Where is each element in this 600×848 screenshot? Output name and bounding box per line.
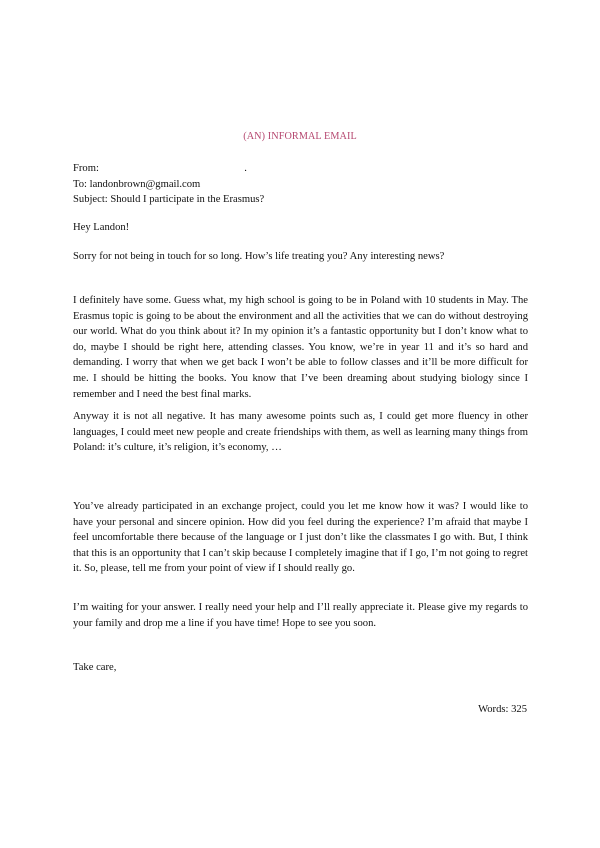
paragraph-intro: Sorry for not being in touch for so long. How’s life treating you? Any interesting news? (73, 251, 445, 262)
paragraph-closing: I’m waiting for your answer. I really need your help and I’ll really appreciate it. Please give my regards to your family and drop me a line if you have time! Hope to see you soon. (73, 602, 528, 629)
paragraph-news: I definitely have some. Guess what, my high school is going to be in Poland with 10 students in May. The Erasmus topic is going to be about the environment and all the activities that we can do without destroying our world. What do you think about it? In my opinion it’s a fantastic opportunity but I don’t know what to do, maybe I should be right here, attending classes. You know, we’re in year 11 and it’s so hard and demanding. I worry that when we get back I won’t be able to follow classes and it’ll be more difficult for me. I should be hitting the books. You know that I’ve been dreaming about studying biology since I remember and I need the best final marks. (73, 295, 528, 400)
subject-line: Subject: Should I participate in the Erasmus? (73, 194, 265, 205)
greeting: Hey Landon! (73, 222, 130, 233)
paragraph-positives: Anyway it is not all negative. It has many awesome points such as, I could get more fluency in other languages, I could meet new people and create friendships with them, as well as learning many things from Poland: it’s culture, it’s religion, it’s economy, … (73, 411, 528, 454)
paragraph-request: You’ve already participated in an exchange project, could you let me know how it was? I would like to have your personal and sincere opinion. How did you feel during the experience? I’m afraid that maybe I feel uncomfortable there because of the language or I just don’t like the classmates I go with. But, I think that this is an opportunity that I can’t skip because I completely imagine that if I go, I’m not going to regret it. So, please, tell me from your point of view if I should really go. (73, 501, 528, 575)
email-header (73, 161, 264, 208)
to-line: To: landonbrown@gmail.com (73, 178, 201, 190)
from-line (73, 161, 264, 177)
document-title: (AN) INFORMAL EMAIL (243, 131, 357, 142)
word-count: Words: 325 (478, 704, 527, 715)
sign-off: Take care, (73, 662, 117, 673)
from-label: From: (73, 163, 99, 174)
from-trailing-dot: . (244, 163, 247, 174)
